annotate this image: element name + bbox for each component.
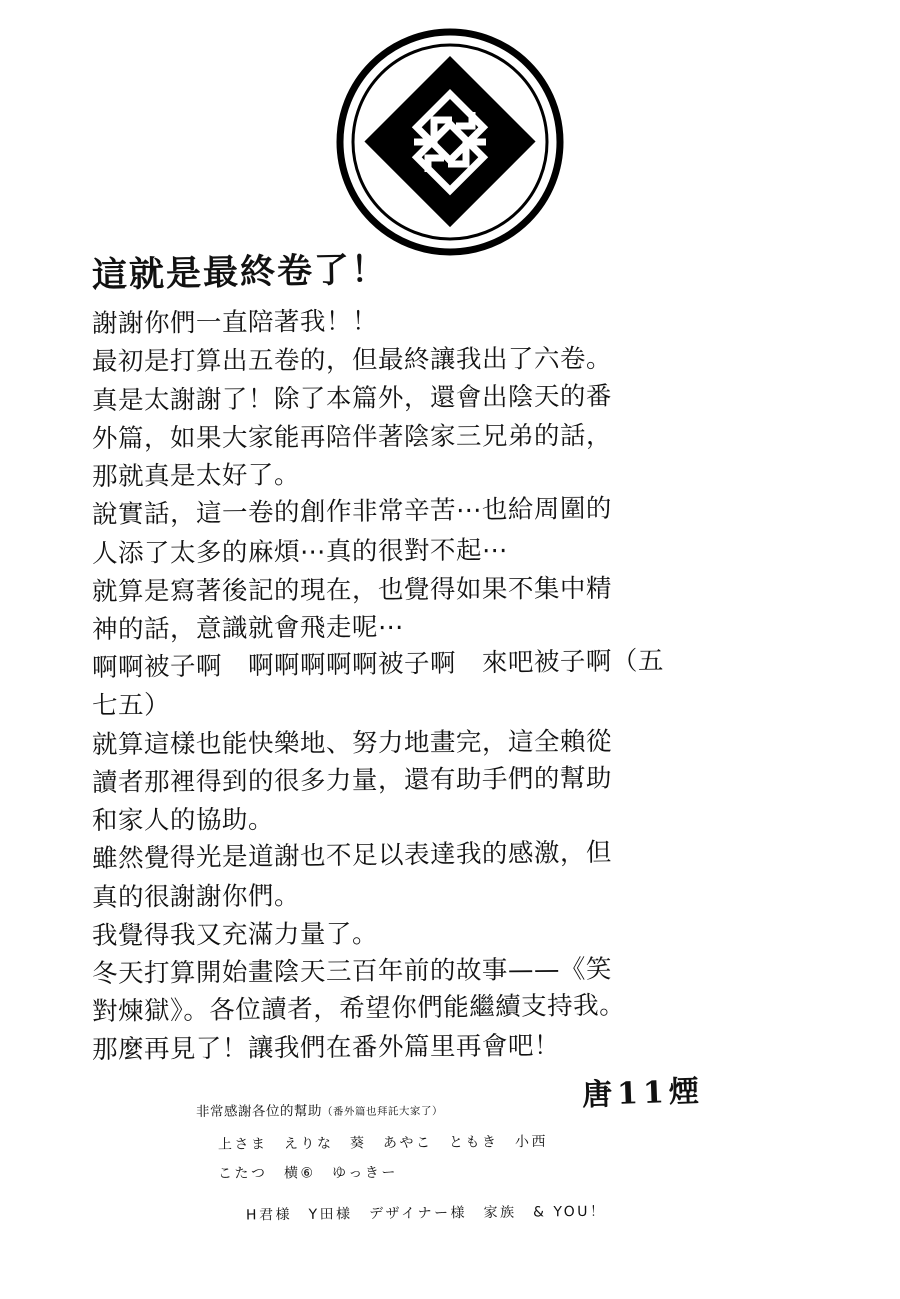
thanks-title-main: 非常感謝各位的幫助 <box>195 1103 323 1120</box>
thanks-title-note: （番外篇也拜託大家了） <box>321 1105 444 1119</box>
afterword-line: 謝謝你們一直陪著我！！ <box>91 306 379 340</box>
family-crest-diamond-icon <box>336 28 564 256</box>
afterword-line: 人添了太多的麻煩⋯真的很對不起⋯ <box>91 534 509 569</box>
afterword-line: 和家人的協助。 <box>91 804 275 837</box>
afterword-headline: 這就是最終卷了！ <box>91 249 389 296</box>
afterword-line: 那就真是太好了。 <box>91 460 301 493</box>
thanks-block <box>196 1100 816 1234</box>
afterword-line: 七五） <box>91 690 171 722</box>
afterword-line: 就算這樣也能快樂地、努力地畫完，這全賴從 <box>91 726 613 760</box>
thanks-title <box>196 1096 816 1120</box>
afterword-line: 說實話，這一卷的創作非常辛苦⋯也給周圍的 <box>91 493 613 531</box>
afterword-line: 真是太謝謝了！除了本篇外，還會出陰天的番 <box>91 381 613 416</box>
afterword-line: 那麼再見了！讓我們在番外篇里再會吧！ <box>91 1031 561 1066</box>
afterword-line: 外篇，如果大家能再陪伴著陰家三兄弟的話， <box>91 420 613 454</box>
credit-line: H君様 Y田様 デザイナー様 家族 & YOU！ <box>245 1203 607 1224</box>
afterword-line: 神的話，意識就會飛走呢⋯ <box>91 612 405 645</box>
afterword-text-block <box>91 249 808 1071</box>
crest-container <box>0 28 900 256</box>
author-signature: 唐11煙 <box>581 1073 705 1114</box>
credit-line: こたつ 横⑥ ゆっきー <box>217 1164 398 1182</box>
afterword-line: 冬天打算開始畫陰天三百年前的故事——《笑 <box>91 954 613 989</box>
afterword-line: 最初是打算出五卷的，但最終讓我出了六卷。 <box>91 344 613 378</box>
afterword-line: 就算是寫著後記的現在，也覺得如果不集中精 <box>91 573 613 607</box>
credit-line: 上さま えりな 葵 あやこ ともき 小西 <box>217 1133 549 1153</box>
afterword-line: 雖然覺得光是道謝也不足以表達我的感激，但 <box>91 837 613 875</box>
afterword-line: 讀者那裡得到的很多力量，還有助手們的幫助 <box>91 763 613 798</box>
afterword-line: 真的很謝謝你們。 <box>91 880 301 913</box>
afterword-line: 我覺得我又充滿力量了。 <box>91 919 379 951</box>
afterword-line: 對煉獄》。各位讀者，希望你們能繼續支持我。 <box>91 990 626 1028</box>
afterword-line: 啊啊被子啊 啊啊啊啊啊被子啊 來吧被子啊（五 <box>91 646 665 684</box>
